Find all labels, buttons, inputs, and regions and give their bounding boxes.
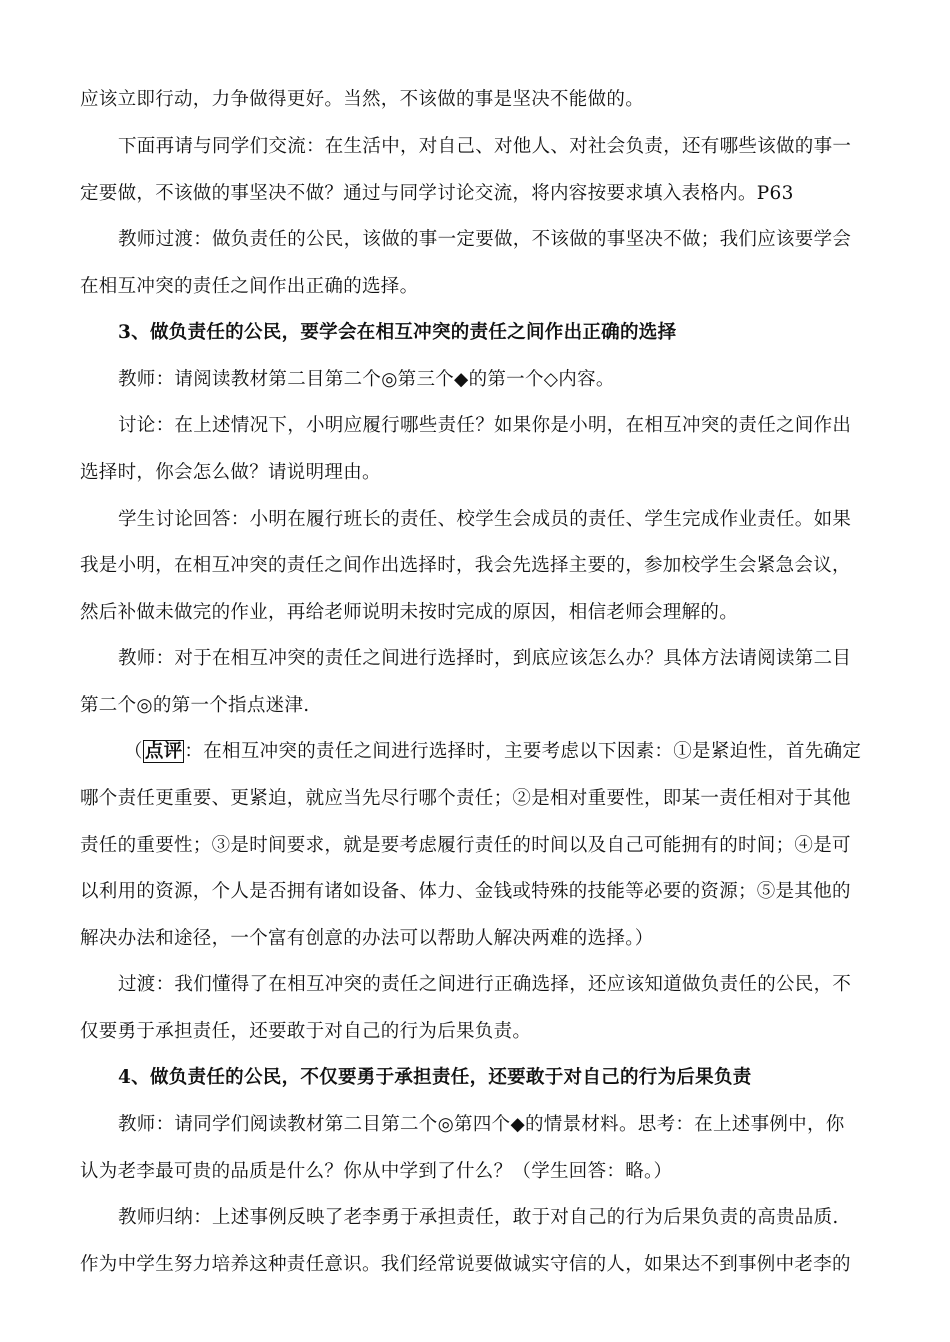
paragraph-line: 教师：请同学们阅读教材第二目第二个◎第四个◆的情景材料。思考：在上述事例中，你 xyxy=(118,1114,845,1135)
paragraph-line: 解决办法和途径，一个富有创意的办法可以帮助人解决两难的选择。） xyxy=(80,928,654,949)
paragraph-line: 教师：对于在相互冲突的责任之间进行选择时，到底应该怎么办？具体方法请阅读第二目 xyxy=(118,648,852,669)
paragraph-line: 责任的重要性；③是时间要求，就是要考虑履行责任的时间以及自己可能拥有的时间；④是可 xyxy=(80,835,851,856)
section-heading-3: 3、做负责任的公民，要学会在相互冲突的责任之间作出正确的选择 xyxy=(118,322,677,343)
paragraph-line: 第二个◎的第一个指点迷津. xyxy=(80,695,310,716)
paragraph-line: 然后补做未做完的作业，再给老师说明未按时完成的原因，相信老师会理解的。 xyxy=(80,602,739,623)
paragraph-line: 教师：请阅读教材第二目第二个◎第三个◆的第一个◇内容。 xyxy=(118,369,615,390)
paragraph-line: 以利用的资源，个人是否拥有诸如设备、体力、金钱或特殊的技能等必要的资源；⑤是其他的 xyxy=(80,881,851,902)
section-heading-4: 4、做负责任的公民，不仅要勇于承担责任，还要敢于对自己的行为后果负责 xyxy=(118,1067,752,1088)
paragraph-line: 过渡：我们懂得了在相互冲突的责任之间进行正确选择，还应该知道做负责任的公民，不 xyxy=(118,974,852,995)
paragraph-line: 应该立即行动，力争做得更好。当然，不该做的事是坚决不能做的。 xyxy=(80,89,645,110)
paragraph-line: 作为中学生努力培养这种责任意识。我们经常说要做诚实守信的人，如果达不到事例中老李的 xyxy=(80,1254,851,1275)
comment-open-paren: （ xyxy=(124,741,143,762)
paragraph-line: 教师归纳：上述事例反映了老李勇于承担责任，敢于对自己的行为后果负责的高贵品质. xyxy=(118,1207,839,1228)
paragraph-line: 认为老李最可贵的品质是什么？你从中学到了什么？（学生回答：略。） xyxy=(80,1161,673,1182)
paragraph-line: 仅要勇于承担责任，还要敢于对自己的行为后果负责。 xyxy=(80,1021,532,1042)
paragraph-line: 我是小明，在相互冲突的责任之间作出选择时，我会先选择主要的，参加校学生会紧急会议， xyxy=(80,555,851,576)
paragraph-line: 学生讨论回答：小明在履行班长的责任、校学生会成员的责任、学生完成作业责任。如果 xyxy=(118,509,852,530)
paragraph-line: 哪个责任更重要、更紧迫，就应当先尽行哪个责任；②是相对重要性，即某一责任相对于其他 xyxy=(80,788,851,809)
comment-line xyxy=(124,740,861,764)
comment-text: ：在相互冲突的责任之间进行选择时，主要考虑以下因素：①是紧迫性，首先确定 xyxy=(184,741,862,762)
paragraph-line: 教师过渡：做负责任的公民，该做的事一定要做，不该做的事坚决不做；我们应该要学会 xyxy=(118,229,852,250)
paragraph-line: 下面再请与同学们交流：在生活中，对自己、对他人、对社会负责，还有哪些该做的事一 xyxy=(118,136,852,157)
paragraph-line: 在相互冲突的责任之间作出正确的选择。 xyxy=(80,276,419,297)
paragraph-line: 定要做，不该做的事坚决不做？通过与同学讨论交流，将内容按要求填入表格内。P63 xyxy=(80,183,794,204)
paragraph-line: 讨论：在上述情况下，小明应履行哪些责任？如果你是小明，在相互冲突的责任之间作出 xyxy=(118,415,852,436)
comment-label: 点评 xyxy=(144,741,183,762)
paragraph-line: 选择时，你会怎么做？请说明理由。 xyxy=(80,462,381,483)
